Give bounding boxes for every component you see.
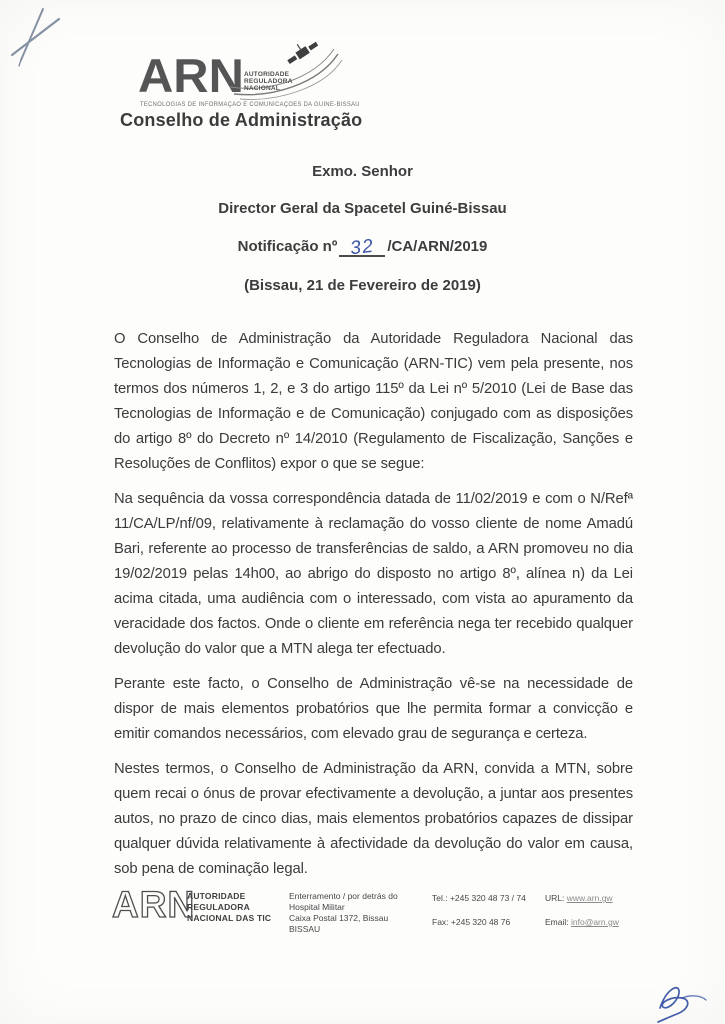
- department-heading: Conselho de Administração: [120, 110, 363, 130]
- notification-prefix: Notificação nº: [237, 238, 338, 255]
- letterhead-block: [105, 163, 620, 314]
- footer-telephone: Tel.: +245 320 48 73 / 74: [432, 893, 526, 903]
- body-paragraph: Perante este facto, o Conselho de Administração vê-se na necessidade de dispor de mais elementos probatórios que lhe permita formar a convicção e emitir comandos necessários, com elevado grau de segurança e certeza.: [114, 676, 633, 742]
- signature-scribble: [650, 980, 714, 1024]
- footer-org-name: AUTORIDADE REGULADORA NACIONAL DAS TIC: [187, 891, 272, 923]
- notification-line: [105, 235, 620, 260]
- notification-number-slot: [339, 235, 385, 260]
- recipient-line: Director Geral da Spacetel Guiné-Bissau: [218, 200, 507, 217]
- arn-logo-tagline: TECNOLOGIAS DE INFORMAÇÃO E COMUNICAÇÕES DA GUINÉ-BISSAU: [140, 102, 360, 108]
- date-line: (Bissau, 21 de Fevereiro de 2019): [244, 277, 481, 294]
- handwritten-number: 32: [349, 235, 376, 260]
- footer-address: Enterramento / por detrás do Hospital Militar Caixa Postal 1372, Bissau BISSAU: [289, 891, 398, 934]
- arn-logo: [138, 44, 360, 110]
- footer-arn-logo: ARN: [112, 884, 196, 925]
- arn-logo-acronym: ARN: [138, 49, 244, 102]
- notification-suffix: /CA/ARN/2019: [387, 238, 488, 255]
- body-paragraph: O Conselho de Administração da Autoridade Reguladora Nacional das Tecnologias de Informação e Comunicação (ARN-TIC) vem pela presente, nos termos dos números 1, 2, e 3 do artigo 115º da Lei nº 5/2010 (Lei de Base das Tecnologias de Informação e de Comunicação) conjugado com as disposições do artigo 8º do Decreto nº 14/2010 (Regulamento de Fiscalização, Sanções e Resoluções de Conflitos) expor o que se segue:: [114, 331, 633, 472]
- body-paragraph: Na sequência da vossa correspondência datada de 11/02/2019 e com o N/Refª 11/CA/LP/nf/09, relativamente à reclamação do vosso cliente de nome Amadú Bari, referente ao processo de transferências de saldo, a ARN promoveu no dia 19/02/2019 pelas 14h00, ao abrigo do disposto no artigo 8º, alínea n) da Lei acima citada, uma audiência com o interessado, com vista ao apuramento da veracidade dos factos. Onde o cliente em referência nega ter recebido qualquer devolução do valor que a MTN alega ter efectuado.: [114, 491, 633, 657]
- letter-body: [114, 327, 633, 892]
- footer-fax: Fax: +245 320 48 76: [432, 917, 511, 927]
- satellite-icon: [278, 38, 330, 68]
- body-paragraph: Nestes termos, o Conselho de Administração da ARN, convida a MTN, sobre quem recai o ónus de provar efectivamente a devolução, a juntar aos presentes autos, no prazo de cinco dias, mais elementos probatórios capazes de dissipar qualquer dúvida relativamente à afectividade da devolução do valor em causa, sob pena de cominação legal.: [114, 761, 633, 877]
- footer-email: Email: info@arn.gw: [545, 917, 619, 927]
- handwritten-x-mark: [4, 2, 70, 76]
- arn-logo-authority-text: AUTORIDADE REGULADORA NACIONAL: [244, 71, 293, 92]
- website-link: www.arn.gw: [566, 893, 613, 903]
- email-link: info@arn.gw: [571, 917, 619, 927]
- footer-url: URL: www.arn.gw: [545, 893, 613, 903]
- salutation-line: Exmo. Senhor: [312, 163, 413, 180]
